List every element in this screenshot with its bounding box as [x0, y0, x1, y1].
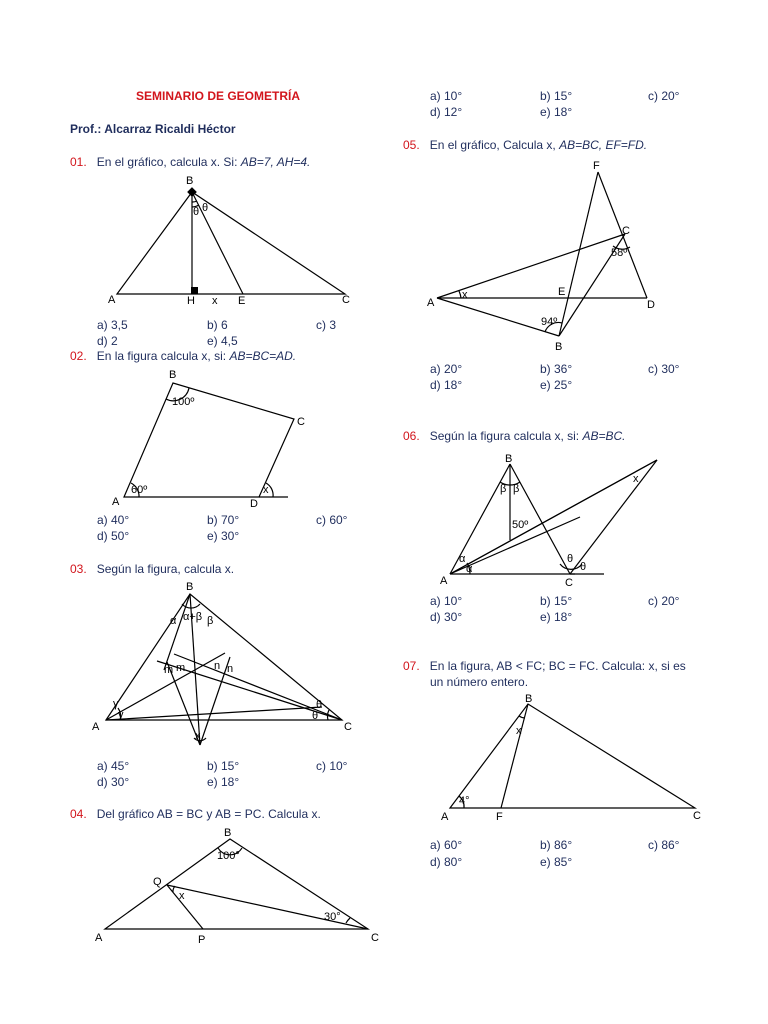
problem-07-statement-cont: un número entero. — [430, 675, 529, 689]
option-e[interactable]: e) 25° — [540, 378, 573, 392]
problem-text: En el gráfico, Calcula x, — [429, 138, 560, 152]
label-angle-58: 58º — [611, 247, 628, 259]
triangle-abc — [106, 594, 342, 720]
option-e[interactable]: e) 18° — [540, 105, 573, 119]
label-q: Q — [153, 876, 162, 888]
option-e[interactable]: e) 85° — [540, 855, 573, 869]
segment — [106, 707, 322, 720]
problem-number: 01. — [70, 155, 87, 169]
option-c[interactable]: c) 60° — [316, 513, 348, 527]
option-b[interactable]: b) 15° — [207, 759, 240, 773]
label-b: B — [555, 341, 563, 353]
label-theta: θ — [193, 206, 200, 218]
option-a[interactable]: a) 45° — [97, 759, 130, 773]
segment-be — [192, 192, 243, 294]
problem-text: En la figura calcula x, si: — [96, 349, 230, 363]
problem-text: Del gráfico AB = BC y AB = PC. Calcula x. — [96, 807, 321, 821]
label-f: F — [593, 160, 600, 172]
label-angle-4: 4° — [459, 795, 470, 807]
problem-number: 04. — [70, 807, 87, 821]
problem-text: Según la figura, calcula x. — [96, 562, 235, 576]
label-n: n — [227, 663, 234, 675]
problem-condition: AB=BC=AD. — [229, 349, 297, 363]
problem-06-statement — [403, 429, 625, 443]
label-beta: β — [513, 483, 520, 495]
option-d[interactable]: d) 18° — [430, 378, 463, 392]
problem-text: Según la figura calcula x, si: — [429, 429, 583, 443]
label-a: A — [112, 496, 120, 508]
problem-01-figure — [100, 170, 370, 310]
option-d[interactable]: d) 30° — [97, 775, 130, 789]
label-f: F — [496, 811, 503, 823]
label-x: x — [462, 289, 468, 301]
quadrilateral-abcd — [124, 383, 294, 497]
option-d[interactable]: d) 12° — [430, 105, 463, 119]
option-c[interactable]: c) 86° — [648, 838, 680, 852]
label-theta: θ — [312, 710, 319, 722]
option-c[interactable]: c) 3 — [316, 318, 337, 332]
angle-arc-a — [459, 291, 461, 298]
label-gamma: γ — [113, 698, 119, 710]
problem-text: En el gráfico, calcula x. Si: — [96, 155, 241, 169]
option-e[interactable]: e) 30° — [207, 529, 240, 543]
label-c: C — [371, 932, 379, 944]
option-a[interactable]: a) 3,5 — [97, 318, 128, 332]
label-m: m — [176, 662, 186, 674]
label-alpha: α — [170, 615, 177, 627]
label-alpha: α — [466, 563, 473, 575]
label-angle-50: 50º — [512, 519, 529, 531]
label-angle-94: 94º — [541, 316, 558, 328]
label-theta: θ — [316, 699, 323, 711]
label-a: A — [441, 811, 449, 823]
problem-number: 05. — [403, 138, 420, 152]
option-c[interactable]: c) 10° — [316, 759, 348, 773]
problem-03-statement — [70, 562, 234, 576]
label-x: x — [516, 725, 522, 737]
label-c: C — [565, 577, 573, 589]
label-beta: β — [207, 615, 214, 627]
label-x: x — [263, 484, 269, 496]
option-d[interactable]: d) 50° — [97, 529, 130, 543]
problem-07-figure — [435, 690, 715, 830]
label-b: B — [169, 369, 177, 381]
label-theta: θ — [567, 553, 574, 565]
option-c[interactable]: c) 20° — [648, 89, 680, 103]
option-a[interactable]: a) 10° — [430, 89, 463, 103]
option-b[interactable]: b) 70° — [207, 513, 240, 527]
angle-arc-c — [346, 918, 350, 923]
problem-number: 02. — [70, 349, 87, 363]
problem-text: En la figura, AB < FC; BC = FC. Calcula: x, si es — [429, 659, 686, 673]
problem-04-figure — [90, 825, 390, 950]
option-d[interactable]: d) 2 — [97, 334, 118, 348]
label-alpha: α — [459, 553, 466, 565]
label-angle-30: 30° — [324, 911, 341, 923]
label-theta: θ — [580, 561, 587, 573]
label-angle-60: 60º — [131, 484, 148, 496]
label-gamma: γ — [118, 709, 124, 721]
author-line: Prof.: Alcarraz Ricaldi Héctor — [70, 122, 236, 136]
option-c[interactable]: c) 30° — [648, 362, 680, 376]
label-a: A — [92, 721, 100, 733]
label-c: C — [622, 225, 630, 237]
option-b[interactable]: b) 36° — [540, 362, 573, 376]
problem-06-figure — [430, 450, 670, 590]
segment-bf — [501, 704, 528, 808]
option-a[interactable]: a) 60° — [430, 838, 463, 852]
option-b[interactable]: b) 6 — [207, 318, 228, 332]
problem-number: 06. — [403, 429, 420, 443]
label-c: C — [693, 810, 701, 822]
label-x: x — [633, 473, 639, 485]
problem-05-figure — [425, 158, 665, 358]
problem-02-figure — [110, 365, 310, 515]
problem-05-statement — [403, 138, 647, 152]
option-d[interactable]: d) 30° — [430, 610, 463, 624]
label-m: m — [164, 664, 174, 676]
label-e: E — [238, 295, 246, 307]
option-b[interactable]: b) 86° — [540, 838, 573, 852]
problem-04-statement — [70, 807, 321, 821]
option-b[interactable]: b) 15° — [540, 594, 573, 608]
problem-number: 03. — [70, 562, 87, 576]
label-b: B — [505, 453, 513, 465]
label-x: x — [212, 295, 218, 307]
label-a: A — [108, 294, 116, 306]
label-alpha-beta: α+β — [183, 611, 203, 623]
problem-condition: AB=BC. — [582, 429, 626, 443]
label-e: E — [558, 286, 566, 298]
page-title: SEMINARIO DE GEOMETRÍA — [136, 89, 301, 103]
triangle-abc — [117, 192, 345, 294]
problem-03-figure — [90, 580, 360, 760]
label-a: A — [427, 297, 435, 309]
option-e[interactable]: e) 4,5 — [207, 334, 238, 348]
label-b: B — [224, 827, 232, 839]
problem-01-statement — [70, 155, 310, 169]
label-angle-100: 100° — [217, 850, 240, 862]
triangle-abc — [450, 704, 695, 808]
label-b: B — [525, 693, 533, 705]
problem-condition: AB=BC, EF=FD. — [559, 138, 648, 152]
label-x: x — [179, 890, 185, 902]
label-p: P — [198, 934, 206, 946]
label-theta: θ — [202, 202, 209, 214]
problem-number: 07. — [403, 659, 420, 673]
label-angle-100: 100º — [172, 396, 195, 408]
option-a[interactable]: a) 40° — [97, 513, 130, 527]
label-beta: β — [500, 483, 507, 495]
option-d[interactable]: d) 80° — [430, 855, 463, 869]
label-b: B — [186, 581, 194, 593]
label-d: D — [647, 299, 655, 311]
problem-07-statement — [403, 659, 686, 673]
label-a: A — [95, 932, 103, 944]
label-c: C — [342, 294, 350, 306]
label-a: A — [440, 575, 448, 587]
label-c: C — [344, 721, 352, 733]
angle-arc — [192, 201, 197, 202]
option-b[interactable]: b) 15° — [540, 89, 573, 103]
segment-c-long — [570, 460, 657, 574]
problem-condition: AB=7, AH=4. — [240, 155, 311, 169]
right-angle-mark — [191, 287, 198, 294]
problem-02-statement — [70, 349, 296, 363]
label-b: B — [186, 175, 194, 187]
option-a[interactable]: a) 20° — [430, 362, 463, 376]
label-d: D — [250, 498, 258, 510]
label-x: x — [195, 730, 201, 742]
label-c: C — [297, 416, 305, 428]
option-a[interactable]: a) 10° — [430, 594, 463, 608]
option-e[interactable]: e) 18° — [207, 775, 240, 789]
option-c[interactable]: c) 20° — [648, 594, 680, 608]
label-h: H — [187, 295, 195, 307]
option-e[interactable]: e) 18° — [540, 610, 573, 624]
label-n: n — [214, 660, 221, 672]
